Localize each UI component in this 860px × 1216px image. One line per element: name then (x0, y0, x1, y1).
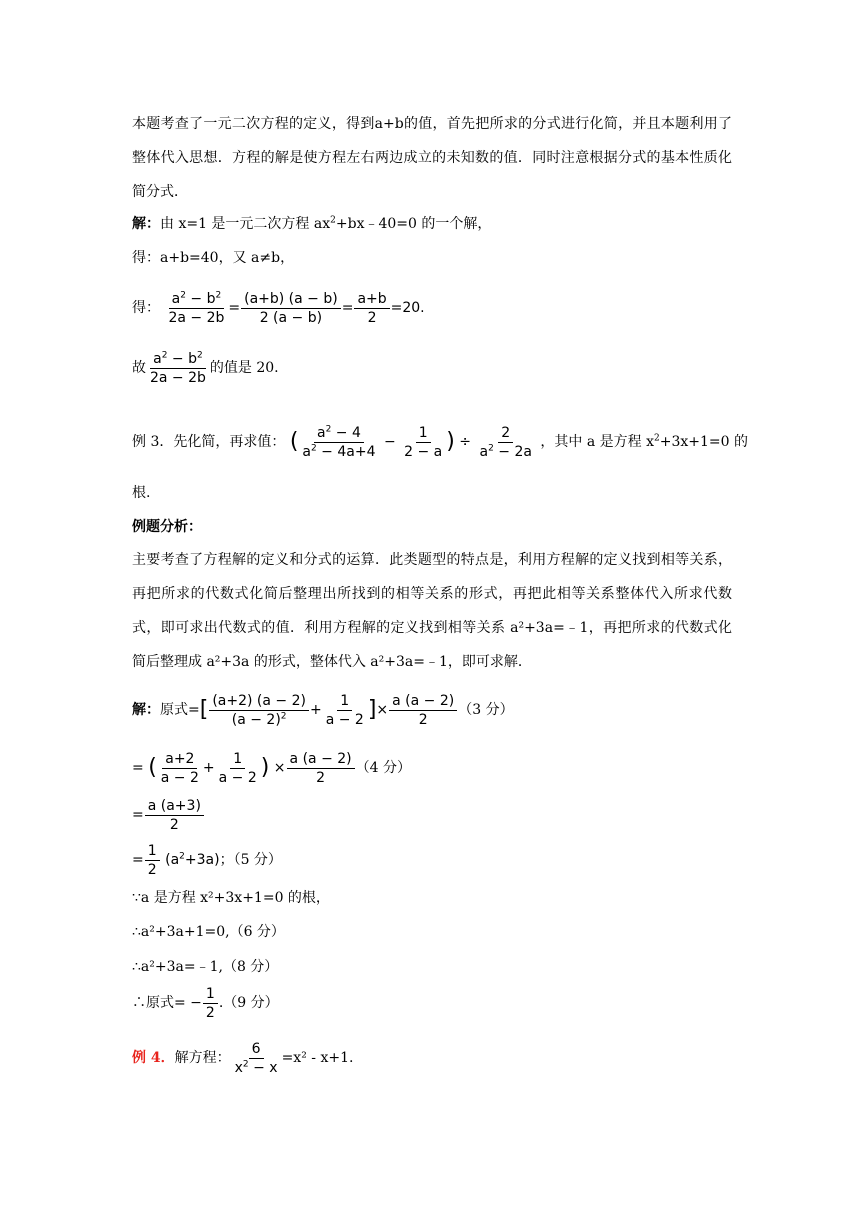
solution-3-step-2: = ( $\frac{a+2}{a - 2}$ + $\frac{1}{a - 2}$ ) × $\frac{a (a - 2)}{2}$ （4 分） (132, 750, 411, 786)
fraction: $\frac{1}{a - 2}$ (325, 692, 364, 728)
solution-1-line-2: 得：a+b=40，又 a≠b， (132, 250, 295, 266)
fraction: $\frac{1}{2}$ (145, 843, 160, 878)
fraction: $\frac{6}{x^2 - x}$ (234, 1040, 278, 1076)
fraction: $\frac{2}{a^2 - 2a}$ (479, 424, 532, 460)
solution-3-step-5: ∵a 是方程 x²+3x+1=0 的根， (132, 890, 330, 906)
fraction: $\frac{1}{2 - a}$ (404, 424, 443, 460)
fraction: $\frac{a (a - 2)}{2}$ (287, 751, 355, 786)
fraction: $\frac{1}{a - 2}$ (218, 750, 257, 786)
fraction: $\frac{a+b}{2}$ (354, 291, 389, 326)
solution-3-step-6: ∴a²+3a+1=0,（6 分） (132, 924, 285, 940)
fraction: $\frac{a^2 - b^2}{2a - 2b}$ (150, 349, 206, 386)
fraction: $\frac{(a+2) (a - 2)}{(a - 2)^2}$ (209, 693, 309, 728)
solution-1-conclusion: 故 $\frac{a^2 - b^2}{2a - 2b}$ 的值是 20. (132, 349, 279, 386)
fraction: $\frac{a (a+3)}{2}$ (145, 798, 204, 833)
analysis-label: 例题分析： (132, 519, 202, 535)
analysis-paragraph: 主要考查了方程解的定义和分式的运算．此类题型的特点是，利用方程解的定义找到相等关系，再把所求的代数式化简后整理出所找到的相等关系的形式，再把此相等关系整体代入所求代数式，即可求出代数式的值．利用方程解的定义找到相等关系 a²+3a=﹣1，再把所求的代数式化简后整理成 a²+3a 的形式，整体代入 a²+3a=﹣1，即可求解． (132, 552, 732, 670)
example-3-wrap: 根. (132, 485, 151, 501)
solution-3-step-7: ∴a²+3a=﹣1,（8 分） (132, 959, 279, 975)
solution-3-step-8: ∴原式= − $\frac{1}{2}$ .（9 分） (132, 985, 279, 1021)
fraction: $\frac{a^2 - 4}{a^2 - 4a+4}$ (302, 423, 376, 460)
fraction: $\frac{1}{2}$ (203, 986, 218, 1021)
intro-paragraph: 本题考查了一元二次方程的定义，得到a+b的值，首先把所求的分式进行化简，并且本题利用了整体代入思想．方程的解是使方程左右两边成立的未知数的值．同时注意根据分式的基本性质化简分式． (132, 116, 732, 200)
solution-3-step-4: = $\frac{1}{2}$ $(a^2+3a)$；（5 分） (132, 842, 282, 878)
example-4-problem: 例 4．解方程： $\frac{6}{x^2 - x}$ =x² ‐ x+1. (132, 1040, 354, 1076)
solution-3-step-3: = $\frac{a (a+3)}{2}$ (132, 795, 205, 835)
fraction: $\frac{(a+b) (a - b)}{2 (a - b)}$ (241, 291, 341, 326)
fraction: $\frac{a+2}{a - 2}$ (160, 750, 199, 786)
solution-1-equation: 得： $\frac{a^2 - b^2}{2a - 2b}$ = $\frac{(a+b) (a - b)}{2 (a - b)}$ = $\frac{a+b}{2}$ =20. (132, 289, 425, 326)
fraction: $\frac{a (a - 2)}{2}$ (389, 693, 457, 728)
solution-label: 解： (132, 216, 160, 232)
example-4-label: 例 4． (132, 1050, 175, 1066)
solution-1-line-1: 解：由 x=1 是一元二次方程 $ax^2+bx﹣40=0$ 的一个解， (132, 215, 492, 232)
fraction: $\frac{a^2 - b^2}{2a - 2b}$ (168, 289, 225, 326)
example-3-problem: 例 3．先化简，再求值： ( $\frac{a^2 - 4}{a^2 - 4a+4}$ − $\frac{1}{2 - a}$ ) ÷ $\frac{2}{a^2 - 2a}$ ，其中 a 是方程 $x^2+3x+1=0$ 的 (132, 423, 748, 460)
solution-3-step-1: 解：原式=[ $\frac{(a+2) (a - 2)}{(a - 2)^2}$ + $\frac{1}{a - 2}$ ]× $\frac{a (a - 2)}{2}$ （3 分） (132, 692, 514, 728)
